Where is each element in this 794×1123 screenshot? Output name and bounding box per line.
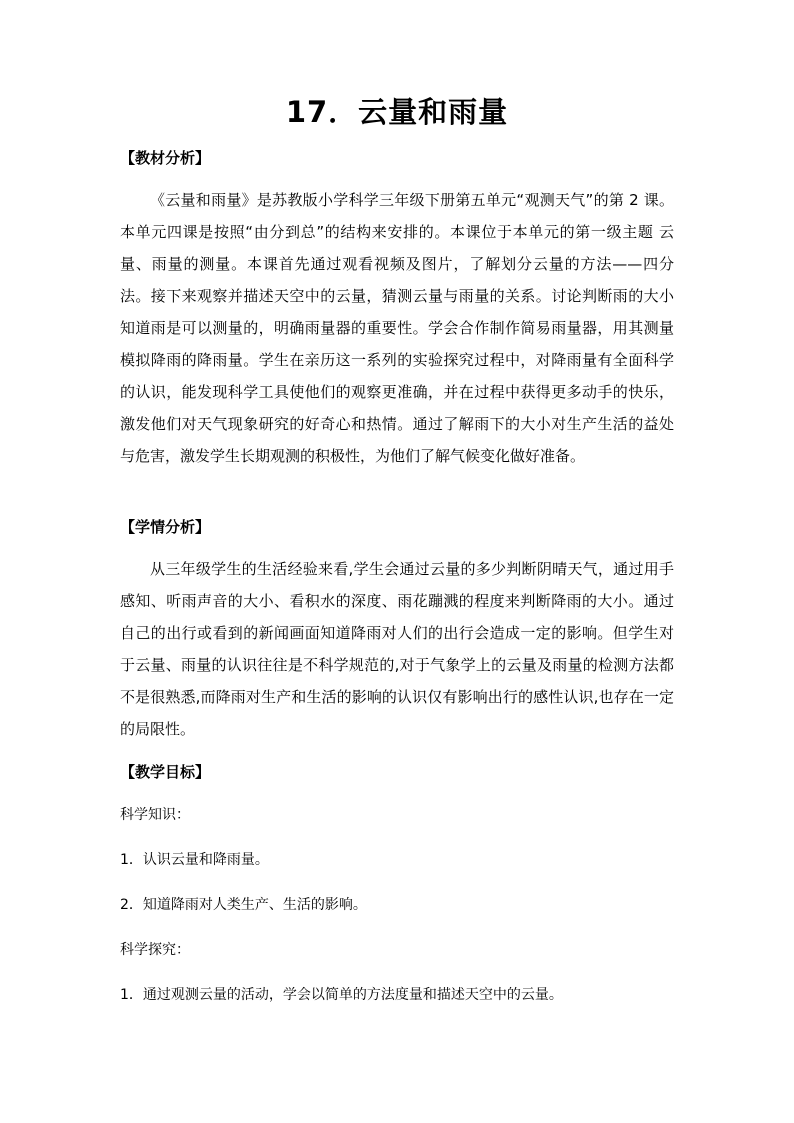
list-item: 2．知道降雨对人类生产、生活的影响。 xyxy=(120,897,367,913)
heading-student-analysis: 【学情分析】 xyxy=(120,518,211,536)
label-science-knowledge: 科学知识： xyxy=(120,807,190,823)
list-item: 1．认识云量和降雨量。 xyxy=(120,852,269,868)
heading-textbook-analysis: 【教材分析】 xyxy=(120,149,211,167)
document-title: 17．云量和雨量 xyxy=(285,95,509,129)
list-item: 1．通过观测云量的活动，学会以简单的方法度量和描述天空中的云量。 xyxy=(120,987,563,1003)
paragraph-student-analysis: 从三年级学生的生活经验来看,学生会通过云量的多少判断阴晴天气，通过用手感知、听雨声音的大小、看积水的深度、雨花蹦溅的程度来判断降雨的大小。通过自己的出行或看到的新闻画面知道降雨对人们的出行会造成一定的影响。但学生对于云量、雨量的认识往往是不科学规范的,对于气象学上的云量及雨量的检测方法都不是很熟悉,而降雨对生产和生活的影响的认识仅有影响出行的感性认识,也存在一定的局限性。 xyxy=(120,560,674,738)
paragraph-textbook-analysis: 《云量和雨量》是苏教版小学科学三年级下册第五单元“观测天气”的第 2 课。本单元四课是按照“由分到总”的结构来安排的。本课位于本单元的第一级主题 云量、雨量的测量。本课首先通过观看视频及图片，了解划分云量的方法——四分法。接下来观察并描述天空中的云量，猜测云量与雨量的关系。讨论判断雨的大小知道雨是可以测量的，明确雨量器的重要性。学会合作制作简易雨量器，用其测量模拟降雨的降雨量。学生在亲历这一系列的实验探究过程中，对降雨量有全面科学的认识，能发现科学工具使他们的观察更准确，并在过程中获得更多动手的快乐，激发他们对天气现象研究的好奇心和热情。通过了解雨下的大小对生产生活的益处与危害，激发学生长期观测的积极性，为他们了解气候变化做好准备。 xyxy=(120,191,674,465)
heading-teaching-goals: 【教学目标】 xyxy=(120,763,211,781)
label-science-inquiry: 科学探究： xyxy=(120,942,190,958)
